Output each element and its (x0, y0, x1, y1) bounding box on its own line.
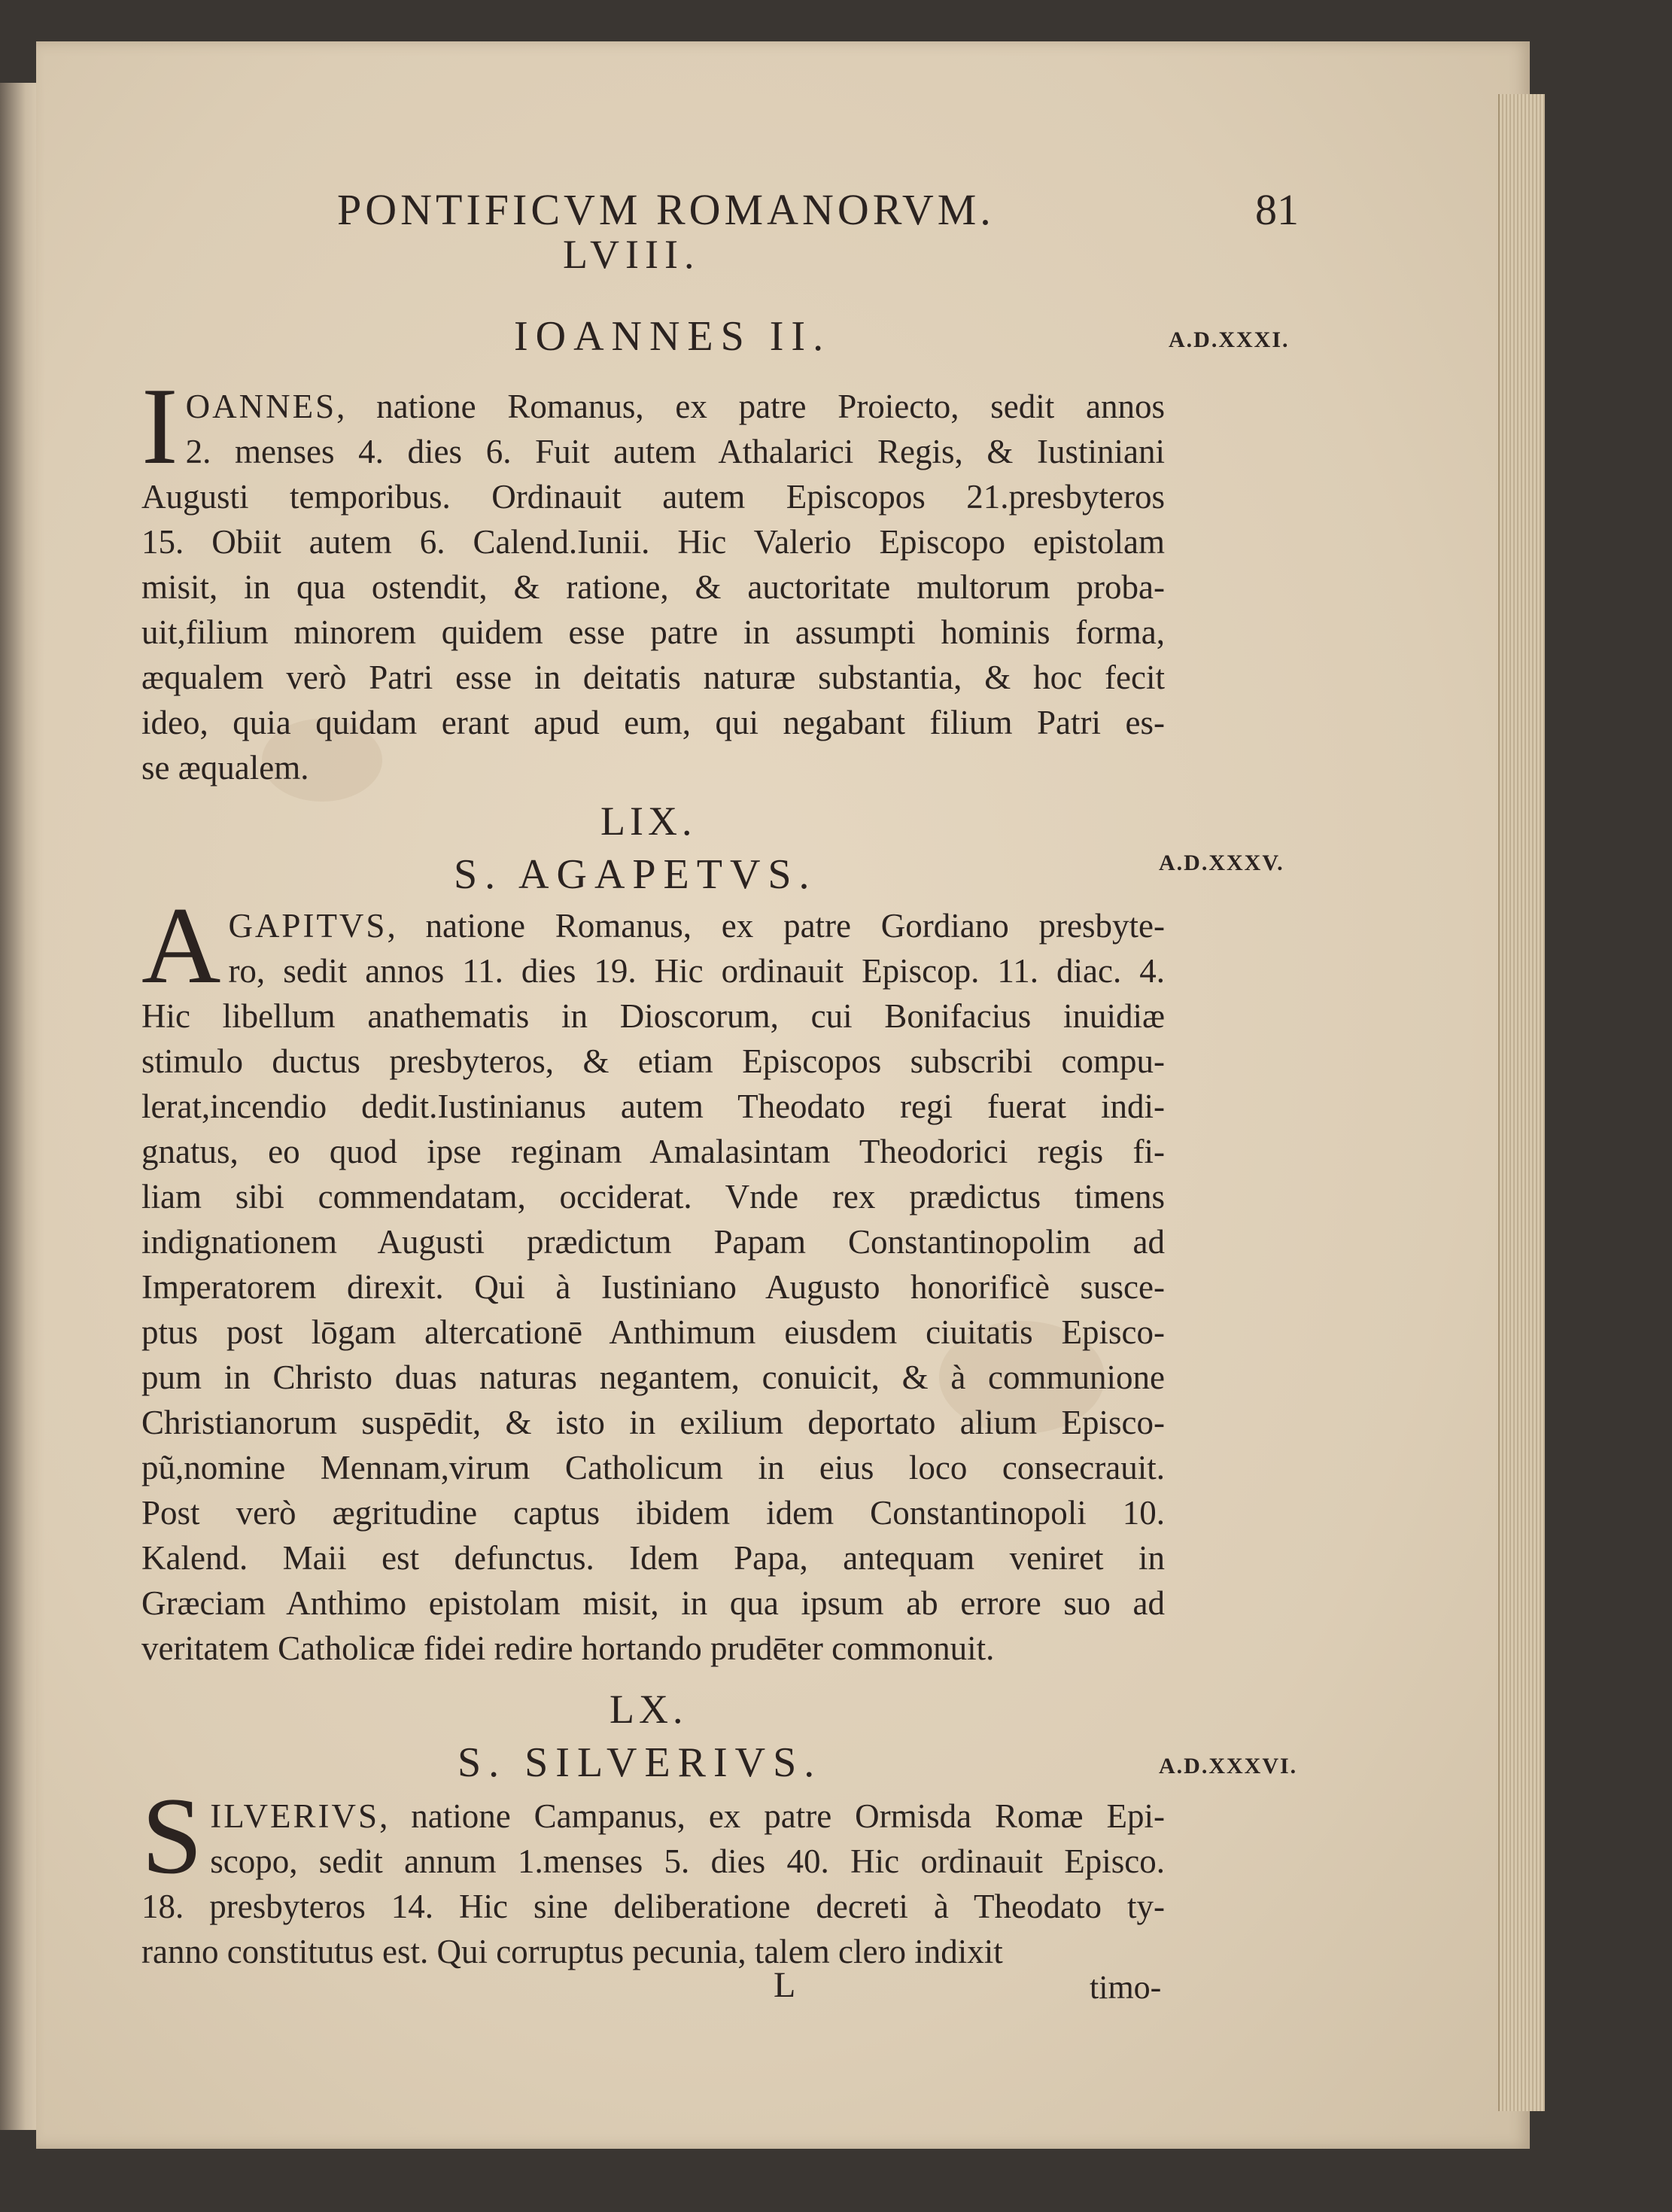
catchword: timo- (1090, 1969, 1162, 2006)
section-number: LVIII. (563, 232, 701, 277)
text-line: indignationem Augusti prædictum Papam Constantinopolim ad (141, 1223, 1165, 1261)
page-edges (1498, 94, 1545, 2111)
line-text: , natione Campanus, ex patre Ormisda Romæ Epi- (379, 1797, 1165, 1835)
entry-number: LX. (610, 1687, 688, 1732)
text-line: ptus post lōgam altercationē Anthimum eiusdem ciuitatis Episco- (141, 1313, 1165, 1351)
signature-mark: L (774, 1965, 796, 2005)
drop-cap: S (141, 1775, 203, 1897)
text-line: Kalend. Maii est defunctus. Idem Papa, antequam veniret in (141, 1539, 1165, 1577)
first-word: OANNES (185, 388, 337, 425)
book-page (36, 41, 1530, 2149)
text-line (141, 903, 1165, 948)
text-line: se æqualem. (141, 749, 309, 787)
text-line: pũ,nomine Mennam,virum Catholicum in eius loco consecrauit. (141, 1449, 1165, 1486)
page-number: 81 (1255, 185, 1299, 234)
text-line: Post verò ægritudine captus ibidem idem Constantinopoli 10. (141, 1494, 1165, 1532)
entry-text (141, 884, 1165, 1671)
text-line: veritatem Catholicæ fidei redire hortando prudēter commonuit. (141, 1629, 995, 1667)
text-line: Augusti temporibus. Ordinauit autem Episcopos 21.presbyteros (141, 478, 1165, 516)
text-line: lerat,incendio dedit.Iustinianus autem Theodato regi fuerat indi- (141, 1088, 1165, 1125)
text-line: stimulo ductus presbyteros, & etiam Episcopos subscribi compu- (141, 1042, 1165, 1080)
side-year: A.D.XXXV. (1159, 850, 1284, 875)
first-word: ILVERIVS (210, 1797, 380, 1835)
text-line: ro, sedit annos 11. dies 19. Hic ordinauit Episcop. 11. diac. 4. (228, 952, 1165, 990)
text-line: scopo, sedit annum 1.menses 5. dies 40. Hic ordinauit Episco. (210, 1842, 1165, 1880)
text-line: 2. menses 4. dies 6. Fuit autem Athalarici Regis, & Iustiniani (185, 433, 1165, 470)
text-line: pum in Christo duas naturas negantem, conuicit, & à communione (141, 1359, 1165, 1396)
line-text: , natione Romanus, ex patre Proiecto, sedit annos (336, 388, 1165, 425)
text-line: Christianorum suspēdit, & isto in exilium deportato alium Episco- (141, 1404, 1165, 1441)
text-line: Imperatorem direxit. Qui à Iustiniano Augusto honorificè susce- (141, 1268, 1165, 1306)
entry-text (141, 365, 1165, 790)
text-line: ideo, quia quidam erant apud eum, qui negabant filium Patri es- (141, 704, 1165, 741)
text-line: æqualem verò Patri esse in deitatis naturæ substantia, & hoc fecit (141, 659, 1165, 696)
running-title: PONTIFICVM ROMANORVM. (337, 185, 995, 234)
entry-title: IOANNES II. (514, 313, 831, 360)
text-line: Græciam Anthimo epistolam misit, in qua ipsum ab errore suo ad (141, 1584, 1165, 1622)
entry-text (141, 1775, 1165, 1974)
entry-title: S. SILVERIVS. (458, 1739, 822, 1786)
first-word: GAPITVS (228, 907, 388, 945)
text-line (141, 384, 1165, 429)
text-line: gnatus, eo quod ipse reginam Amalasintam Theodorici regis fi- (141, 1133, 1165, 1170)
side-year: A.D.XXXVI. (1159, 1754, 1298, 1778)
text-line (141, 1794, 1165, 1839)
entry-number: LIX. (600, 799, 697, 844)
text-line: ranno constitutus est. Qui corruptus pecunia, talem clero indixit (141, 1933, 1003, 1970)
text-line: Hic libellum anathematis in Dioscorum, cui Bonifacius inuidiæ (141, 997, 1165, 1035)
text-line: liam sibi commendatam, occiderat. Vnde rex prædictus timens (141, 1178, 1165, 1216)
text-line: uit,filium minorem quidem esse patre in assumpti hominis forma, (141, 613, 1165, 651)
text-line: 18. presbyteros 14. Hic sine deliberatione decreti à Theodato ty- (141, 1888, 1165, 1925)
side-year: A.D.XXXI. (1169, 327, 1290, 352)
gutter-shadow (0, 83, 36, 2130)
text-line: misit, in qua ostendit, & ratione, & auctoritate multorum proba- (141, 568, 1165, 606)
drop-cap: I (141, 365, 178, 487)
line-text: , natione Romanus, ex patre Gordiano presbyte- (387, 907, 1165, 945)
entry-title: S. AGAPETVS. (454, 851, 817, 898)
text-line: 15. Obiit autem 6. Calend.Iunii. Hic Valerio Episcopo epistolam (141, 523, 1165, 561)
drop-cap: A (141, 884, 221, 1006)
